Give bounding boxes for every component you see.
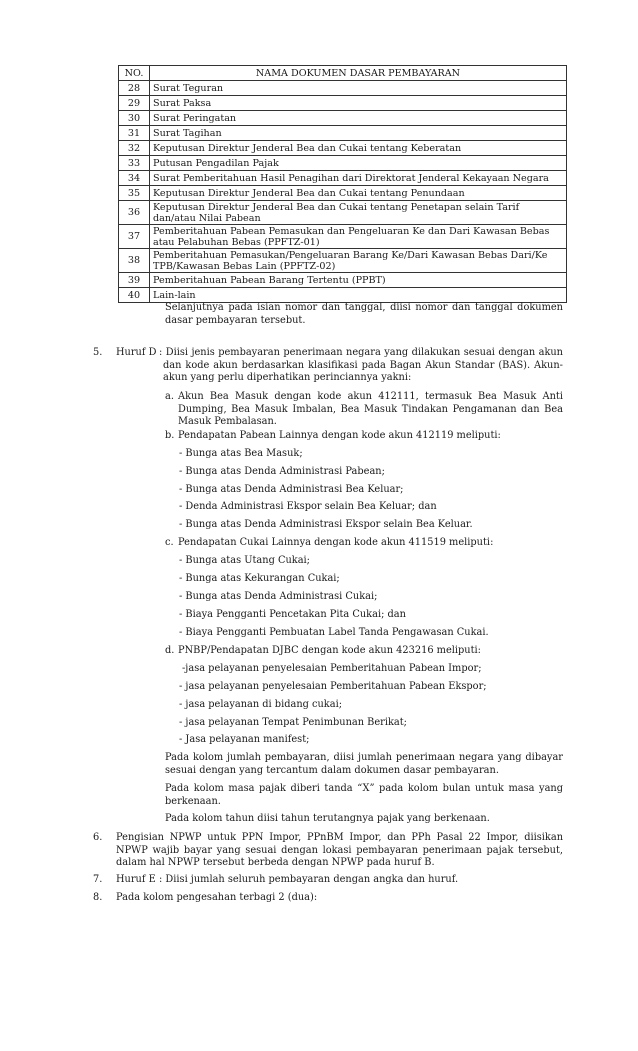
item5-b-list-item: - Denda Administrasi Ekspor selain Bea Keluar; dan bbox=[179, 501, 437, 512]
item7-text: : Diisi jumlah seluruh pembayaran dengan angka dan huruf. bbox=[159, 874, 459, 885]
item5-d-list-item: - jasa pelayanan penyelesaian Pemberitahuan Pabean Ekspor; bbox=[179, 681, 487, 692]
table-row bbox=[119, 186, 567, 201]
item5-a-text: Akun Bea Masuk dengan kode akun 412111, termasuk Bea Masuk Anti Dumping, Bea Masuk Imbalan, Bea Masuk Tindakan Pengamanan dan Bea Masuk Pembalasan. bbox=[178, 391, 563, 427]
table-row bbox=[119, 171, 567, 186]
item5-d-list-item: - jasa pelayanan di bidang cukai; bbox=[179, 699, 343, 710]
item5-b-list-item: - Bunga atas Denda Administrasi Pabean; bbox=[179, 466, 385, 477]
row-document-name: Surat Peringatan bbox=[150, 111, 567, 126]
item5-c-text: Pendapatan Cukai Lainnya dengan kode akun 411519 meliputi: bbox=[178, 537, 494, 548]
item5-a-label: a. bbox=[165, 391, 174, 402]
item6-text: Pengisian NPWP untuk PPN Impor, PPnBM Impor, dan PPh Pasal 22 Impor, diisikan NPWP wajib bayar yang sesuai dengan lokasi pembayaran penerimaan pajak tersebut, dalam hal NPWP tersebut berbeda dengan NPWP pada huruf B. bbox=[116, 832, 563, 868]
header-no: NO. bbox=[119, 66, 150, 81]
row-number: 37 bbox=[119, 225, 150, 249]
item7-label: Huruf E bbox=[116, 874, 156, 885]
item5-text: : Diisi jenis pembayaran penerimaan negara yang dilakukan sesuai dengan akun dan kode akun berdasarkan klasifikasi pada Bagan Akun Standar (BAS). Akun-akun yang perlu diperhatikan perinciannya yakni: bbox=[159, 347, 563, 383]
row-number: 38 bbox=[119, 249, 150, 273]
row-number: 31 bbox=[119, 126, 150, 141]
item5-d-list-item: -jasa pelayanan penyelesaian Pemberitahuan Pabean Impor; bbox=[182, 663, 482, 674]
item5-b-label: b. bbox=[165, 430, 175, 441]
row-document-name: Surat Tagihan bbox=[150, 126, 567, 141]
item8-text: Pada kolom pengesahan terbagi 2 (dua): bbox=[116, 892, 318, 903]
item5-d-text: PNBP/Pendapatan DJBC dengan kode akun 423216 meliputi: bbox=[178, 645, 481, 656]
row-number: 29 bbox=[119, 96, 150, 111]
row-number: 34 bbox=[119, 171, 150, 186]
table-row bbox=[119, 141, 567, 156]
row-document-name: Keputusan Direktur Jenderal Bea dan Cukai tentang Penetapan selain Tarif dan/atau Nilai Pabean bbox=[150, 201, 567, 225]
item5-paragraph-tax-year: Pada kolom tahun diisi tahun terutangnya pajak yang berkenaan. bbox=[165, 813, 490, 824]
table-row bbox=[119, 201, 567, 225]
item5-c-list-item: - Bunga atas Kekurangan Cukai; bbox=[179, 573, 340, 584]
row-document-name: Surat Teguran bbox=[150, 81, 567, 96]
row-number: 32 bbox=[119, 141, 150, 156]
table-row bbox=[119, 96, 567, 111]
row-number: 28 bbox=[119, 81, 150, 96]
table-row bbox=[119, 225, 567, 249]
row-document-name: Putusan Pengadilan Pajak bbox=[150, 156, 567, 171]
row-number: 39 bbox=[119, 273, 150, 288]
row-document-name: Keputusan Direktur Jenderal Bea dan Cukai tentang Keberatan bbox=[150, 141, 567, 156]
row-document-name: Pemberitahuan Pabean Barang Tertentu (PPBT) bbox=[150, 273, 567, 288]
item5-b-list-item: - Bunga atas Denda Administrasi Bea Keluar; bbox=[179, 484, 404, 495]
item5-c-list-item: - Bunga atas Denda Administrasi Cukai; bbox=[179, 591, 378, 602]
row-document-name: Surat Paksa bbox=[150, 96, 567, 111]
item5-d-list-item: - Jasa pelayanan manifest; bbox=[179, 734, 310, 745]
item5-number: 5. bbox=[93, 347, 103, 358]
row-number: 30 bbox=[119, 111, 150, 126]
header-document-name: NAMA DOKUMEN DASAR PEMBAYARAN bbox=[150, 66, 567, 81]
item5-paragraph-amount: Pada kolom jumlah pembayaran, diisi jumlah penerimaan negara yang dibayar sesuai dengan yang tercantum dalam dokumen dasar pembayaran. bbox=[165, 752, 563, 776]
item5-d-label: d. bbox=[165, 645, 175, 656]
item5-c-list-item: - Biaya Pengganti Pembuatan Label Tanda Pengawasan Cukai. bbox=[179, 627, 489, 638]
table-row bbox=[119, 81, 567, 96]
item5-c-list-item: - Biaya Pengganti Pencetakan Pita Cukai; dan bbox=[179, 609, 406, 620]
item5-label: Huruf D bbox=[116, 347, 157, 358]
item5-b-list-item: - Bunga atas Denda Administrasi Ekspor selain Bea Keluar. bbox=[179, 519, 473, 530]
table-row bbox=[119, 126, 567, 141]
table-row bbox=[119, 156, 567, 171]
table-header-row bbox=[119, 66, 567, 81]
item5-b-text: Pendapatan Pabean Lainnya dengan kode akun 412119 meliputi: bbox=[178, 430, 501, 441]
row-document-name: Surat Pemberitahuan Hasil Penagihan dari Direktorat Jenderal Kekayaan Negara bbox=[150, 171, 567, 186]
row-document-name: Keputusan Direktur Jenderal Bea dan Cukai tentang Penundaan bbox=[150, 186, 567, 201]
item5-paragraph-tax-period: Pada kolom masa pajak diberi tanda “X” pada kolom bulan untuk masa yang berkenaan. bbox=[165, 783, 563, 807]
table-row bbox=[119, 273, 567, 288]
item5-c-label: c. bbox=[165, 537, 174, 548]
item8-number: 8. bbox=[93, 892, 103, 903]
row-document-name: Pemberitahuan Pabean Pemasukan dan Pengeluaran Ke dan Dari Kawasan Bebas atau Pelabuhan Bebas (PPFTZ-01) bbox=[150, 225, 567, 249]
after-table-note: Selanjutnya pada isian nomor dan tanggal, diisi nomor dan tanggal dokumen dasar pembayaran tersebut. bbox=[165, 302, 563, 326]
table-row bbox=[119, 249, 567, 273]
item5-d-list-item: - jasa pelayanan Tempat Penimbunan Berikat; bbox=[179, 717, 407, 728]
item7-number: 7. bbox=[93, 874, 103, 885]
row-document-name: Pemberitahuan Pemasukan/Pengeluaran Barang Ke/Dari Kawasan Bebas Dari/Ke TPB/Kawasan Bebas Lain (PPFTZ-02) bbox=[150, 249, 567, 273]
row-number: 33 bbox=[119, 156, 150, 171]
item6-number: 6. bbox=[93, 832, 103, 843]
row-number: 35 bbox=[119, 186, 150, 201]
table-row bbox=[119, 111, 567, 126]
row-number: 40 bbox=[119, 288, 150, 303]
payment-documents-table bbox=[118, 65, 567, 303]
item5-c-list-item: - Bunga atas Utang Cukai; bbox=[179, 555, 310, 566]
row-document-name: Lain-lain bbox=[150, 288, 567, 303]
table-row bbox=[119, 288, 567, 303]
row-number: 36 bbox=[119, 201, 150, 225]
item5-b-list-item: - Bunga atas Bea Masuk; bbox=[179, 448, 303, 459]
